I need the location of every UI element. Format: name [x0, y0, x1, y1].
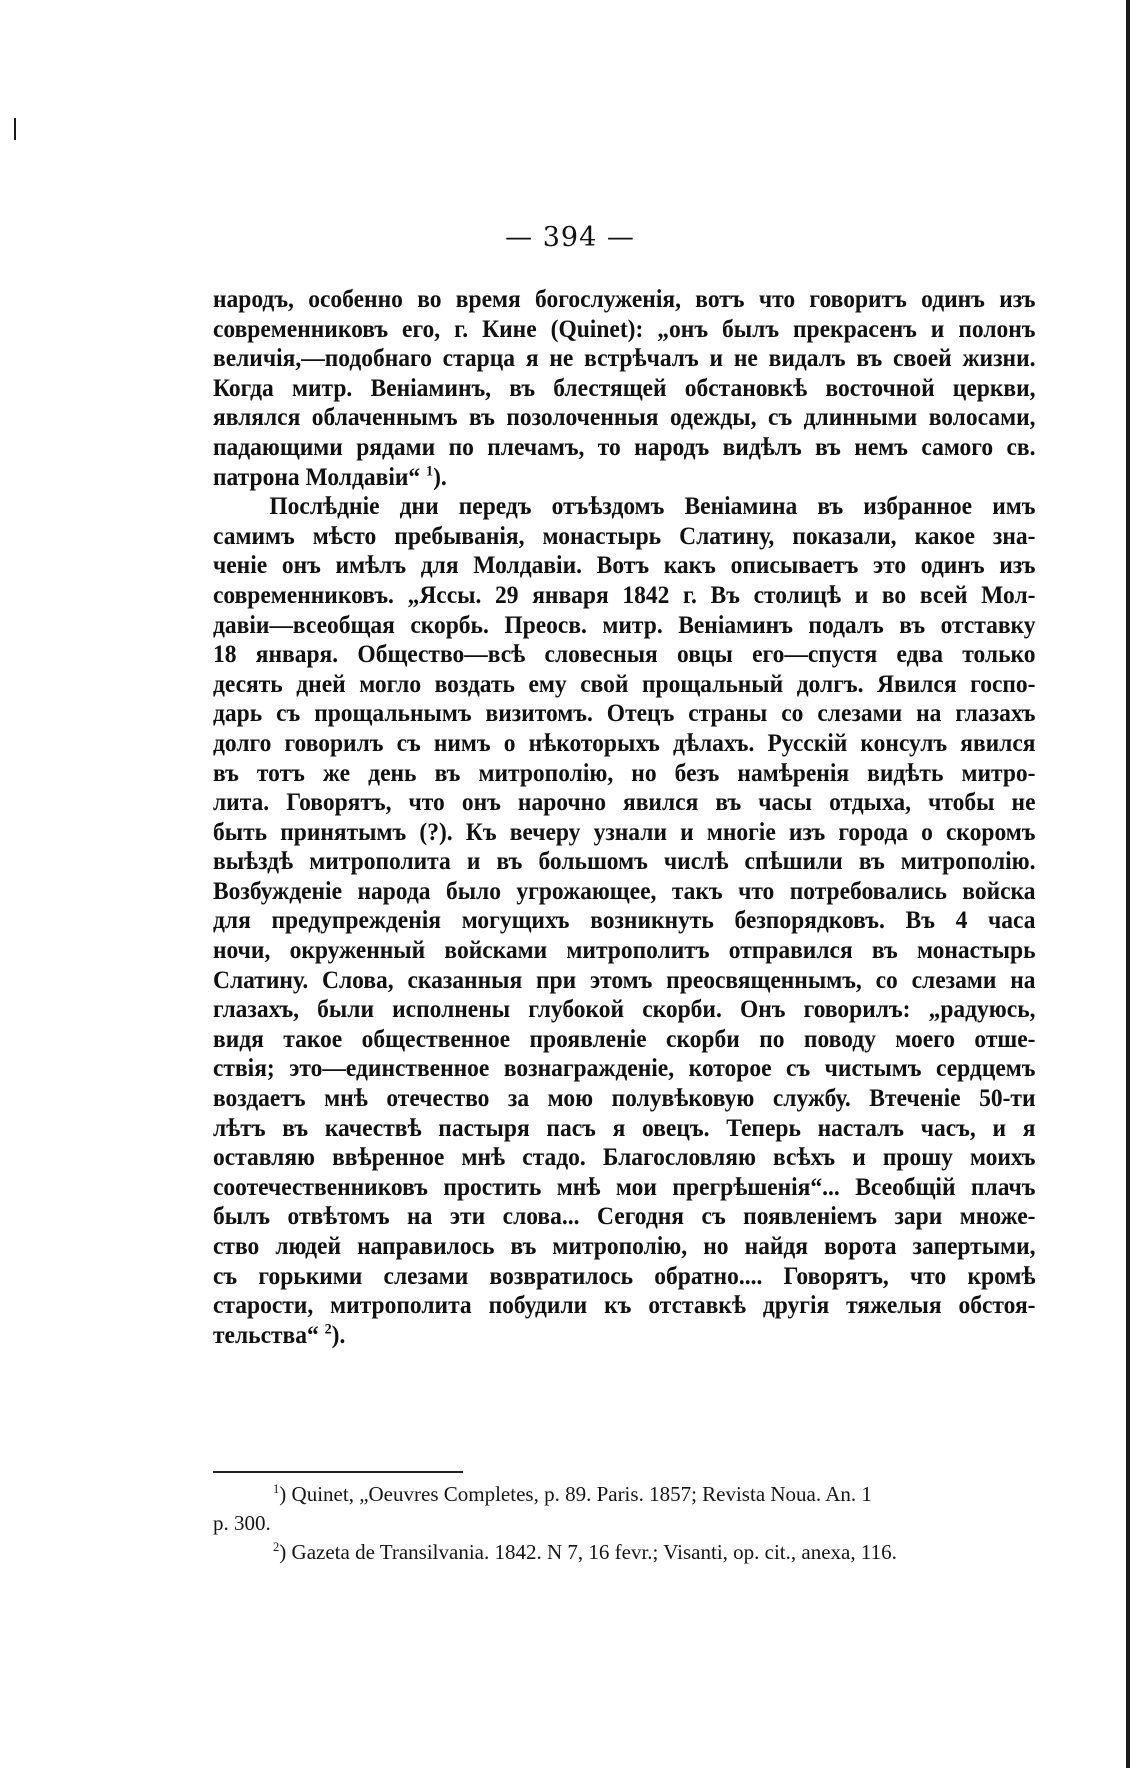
text-line-ending: ). — [331, 1321, 346, 1349]
text-line: Когда митр. Веніаминъ, въ блестящей обстановкѣ восточной церкви, — [213, 374, 1036, 402]
text-line: дарь съ прощальнымъ визитомъ. Отецъ страны со слезами на глазахъ — [213, 700, 1036, 728]
text-line-last — [213, 463, 1036, 493]
text-line: лѣтъ въ качествѣ пастыря пасъ я овецъ. Теперь насталъ часъ, и я — [213, 1114, 1036, 1142]
footnote-2-text: ) Gazeta de Transilvania. 1842. N 7, 16 fevr.; Visanti, op. cit., anexa, 116. — [279, 1540, 897, 1564]
text-line: народъ, особенно во время богослуженія, вотъ что говоритъ одинъ изъ — [213, 286, 1036, 313]
footnote-ref-2: 2 — [324, 1321, 332, 1338]
text-line: 18 января. Общество—всѣ словесныя овцы его—спустя едва только — [213, 641, 1036, 669]
text-line: видя такое общественное проявленіе скорби по поводу моего отше- — [213, 1025, 1036, 1053]
text-line: глазахъ, были исполнены глубокой скорби. Онъ говорилъ: „радуюсь, — [213, 996, 1036, 1024]
text-line: Возбужденіе народа было угрожающее, такъ что потребовались войска — [213, 877, 1036, 905]
page-number: — 394 — — [505, 222, 635, 253]
paragraph-1 — [213, 285, 1036, 492]
footnote-1 — [213, 1480, 1035, 1509]
text-line: давіи—всеобщая скорбь. Преосв. митр. Веніаминъ подалъ въ отставку — [213, 611, 1036, 639]
main-text — [213, 285, 1036, 1350]
footnote-divider — [213, 1471, 463, 1473]
text-line: былъ отвѣтомъ на эти слова... Сегодня съ появленіемъ зари множе- — [213, 1203, 1036, 1231]
text-line-content: тельства“ — [213, 1321, 319, 1349]
text-line-ending: ). — [433, 463, 447, 491]
text-line: являлся облаченнымъ въ позолоченныя одежды, съ длинными волосами, — [213, 404, 1036, 432]
footnote-2-mark: 2 — [273, 1540, 280, 1554]
text-line: десять дней могло воздать ему свой прощальный долгъ. Явился госпо- — [213, 670, 1036, 698]
text-line: выѣздѣ митрополита и въ большомъ числѣ спѣшили въ митрополію. — [213, 848, 1036, 876]
footnote-1-continued: p. 300. — [213, 1511, 271, 1535]
text-line: ченіе онъ имѣлъ для Молдавіи. Вотъ какъ описываетъ это одинъ изъ — [213, 552, 1036, 580]
text-line: долго говорилъ съ нимъ о нѣкоторыхъ дѣлахъ. Русскій консулъ явился — [213, 729, 1036, 757]
footnote-2 — [213, 1538, 1035, 1567]
text-line-last — [213, 1321, 1036, 1351]
text-line: старости, митрополита побудили къ отставкѣ другія тяжелыя обстоя- — [213, 1292, 1036, 1320]
text-line: въ тотъ же день въ митрополію, но безъ намѣренія видѣть митро- — [213, 759, 1036, 787]
text-line-indented — [213, 492, 1036, 522]
text-line: современниковъ его, г. Кине (Quinet): „онъ былъ прекрасенъ и полонъ — [213, 315, 1036, 343]
text-line: падающими рядами по плечамъ, то народъ видѣлъ въ немъ самого св. — [213, 433, 1036, 461]
footnote-1-mark: 1 — [273, 1482, 280, 1496]
text-line-content: патрона Молдавіи“ — [213, 463, 421, 491]
scan-edge-line — [1126, 0, 1130, 1768]
text-line: быть принятымъ (?). Къ вечеру узнали и многіе изъ города о скоромъ — [213, 818, 1036, 846]
text-line: оставляю ввѣренное мнѣ стадо. Благословляю всѣхъ и прошу моихъ — [213, 1144, 1036, 1172]
text-line: воздаетъ мнѣ отечество за мою полувѣковую службу. Втеченіе 50-ти — [213, 1085, 1036, 1113]
footnote-ref-1: 1 — [426, 463, 434, 480]
text-line-content: Послѣдніе дни передъ отъѣздомъ Веніамина въ избранное имъ — [269, 493, 1036, 521]
footnote-1-text: ) Quinet, „Oeuvres Completes, p. 89. Paris. 1857; Revista Noua. An. 1 — [279, 1482, 872, 1506]
text-line: соотечественниковъ простить мнѣ мои прегрѣшенія“... Всеобщій плачъ — [213, 1173, 1036, 1201]
text-line: ство людей направилось въ митрополію, но найдя ворота запертыми, — [213, 1233, 1036, 1260]
text-line: Слатину. Слова, сказанныя при этомъ преосвященнымъ, со слезами на — [213, 966, 1036, 994]
text-line: для предупрежденія могущихъ возникнуть безпорядковъ. Въ 4 часа — [213, 907, 1036, 935]
text-line: ствія; это—единственное вознагражденіе, которое съ чистымъ сердцемъ — [213, 1055, 1036, 1083]
text-line: величія,—подобнаго старца я не встрѣчалъ и не видалъ въ своей жизни. — [213, 345, 1036, 373]
text-line: самимъ мѣсто пребыванія, монастырь Слатину, показали, какое зна- — [213, 522, 1036, 550]
text-line: ночи, окруженный войсками митрополитъ отправился въ монастырь — [213, 937, 1036, 965]
paragraph-2 — [213, 492, 1036, 1350]
text-line: современниковъ. „Яссы. 29 января 1842 г. Въ столицѣ и во всей Мол- — [213, 581, 1036, 609]
text-line: съ горькими слезами возвратилось обратно.... Говорятъ, что кромѣ — [213, 1262, 1036, 1290]
text-line: лита. Говорятъ, что онъ нарочно явился въ часы отдыха, чтобы не — [213, 789, 1036, 817]
scan-edge-mark-left — [14, 118, 16, 140]
footnotes — [213, 1480, 1035, 1567]
